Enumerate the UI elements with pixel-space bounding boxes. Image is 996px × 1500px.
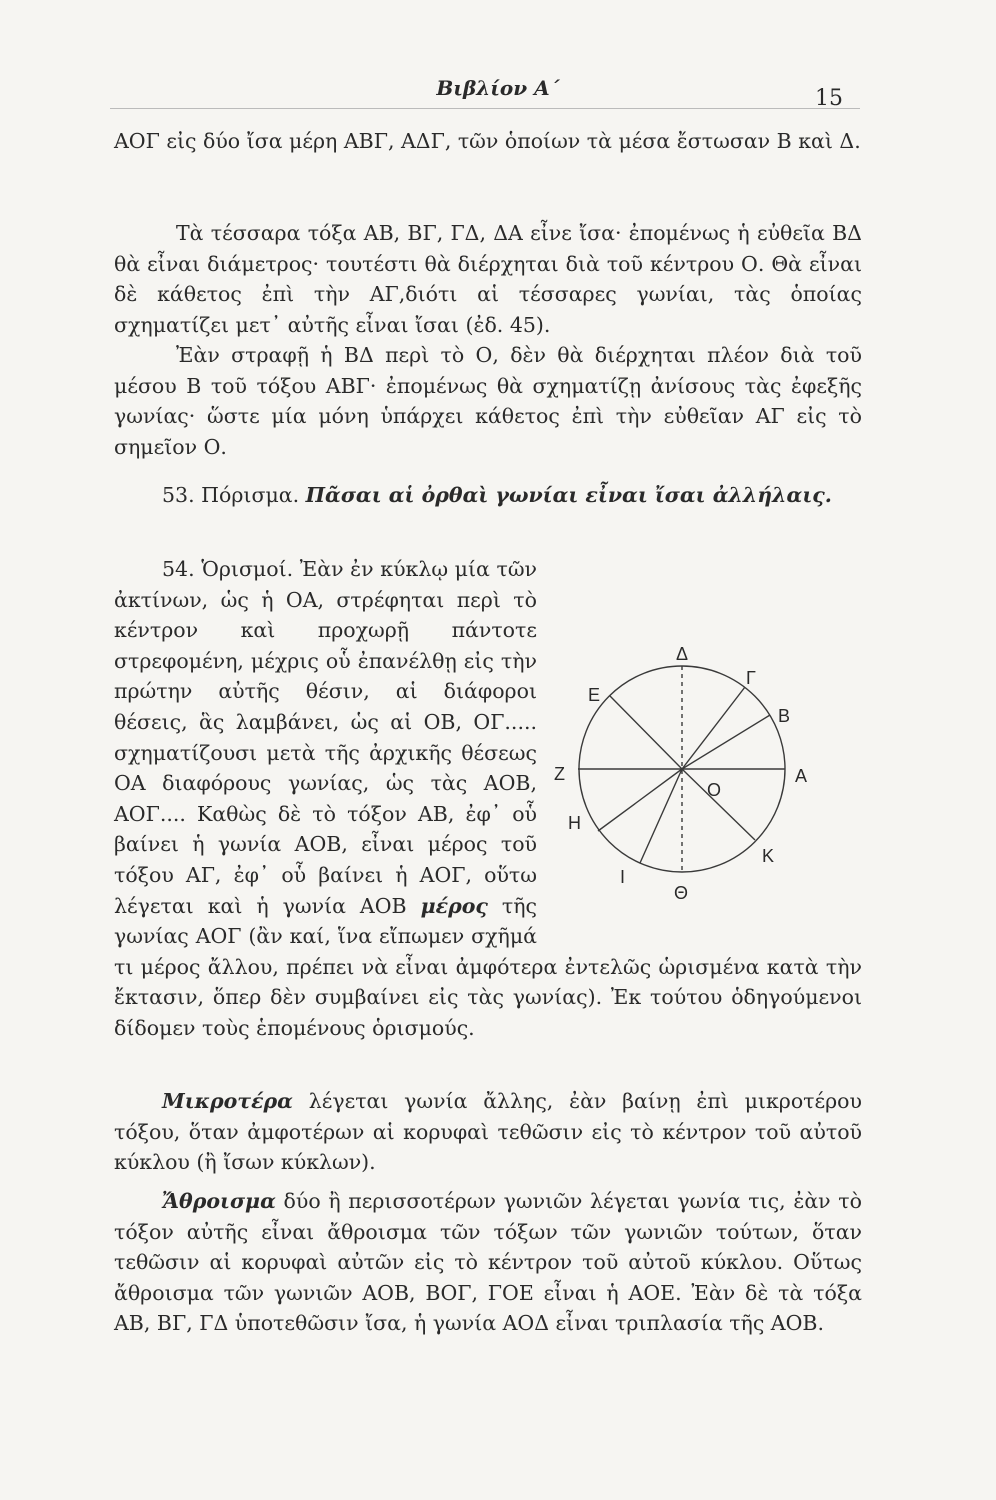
- definitions-label: Ὁρισμοί.: [201, 557, 294, 581]
- corollary-53: [114, 480, 862, 511]
- radius-OG: [682, 687, 745, 769]
- radius-OH: [598, 769, 682, 831]
- circle-diagram: [550, 636, 850, 906]
- label-Z: Z: [554, 764, 565, 784]
- label-I: I: [620, 867, 626, 887]
- running-header: Βιβλίον Α΄: [436, 76, 560, 100]
- label-TH: Θ: [674, 883, 689, 903]
- header-rule: [110, 108, 860, 109]
- definitions-number: 54.: [162, 557, 195, 581]
- corollary-number: 53.: [162, 483, 195, 507]
- page-number: 15: [815, 86, 843, 111]
- term-sum: Ἄθροισμα: [162, 1189, 276, 1213]
- paragraph-continuation: ΑΟΓ εἰς δύο ἴσα μέρη ΑΒΓ, ΑΔΓ, τῶν ὁποίων τὰ μέσα ἔστωσαν Β καὶ Δ.: [114, 129, 861, 153]
- term-smaller: Μικροτέρα: [162, 1089, 293, 1113]
- paragraph-rotation: Ἐὰν στραφῇ ἡ ΒΔ περὶ τὸ Ο, δὲν θὰ διέρχηται πλέον διὰ τοῦ μέσου Β τοῦ τόξου ΑΒΓ· ἐπομένως θὰ σχηματίζῃ ἀνίσους τὰς ἐφεξῆς γωνίας· ὥστε μία μόνη ὑπάρχει κάθετος ἐπὶ τὴν εὐθεῖαν ΑΓ εἰς τὸ σημεῖον Ο.: [114, 343, 862, 459]
- definitions-text-a: Ἐὰν ἐν κύκλῳ μία τῶν ἀκτίνων, ὡς ἡ ΟΑ, στρέφηται περὶ τὸ κέντρον καὶ προχωρῇ πάντοτε στρεφομένη, μέχρις οὗ ἐπανέλθῃ εἰς τὴν πρώτην αὐτῆς θέσιν, αἱ διάφοροι θέσεις, ἃς λαμβάνει, ὡς αἱ ΟΒ, ΟΓ..... σχηματίζουσι μετὰ τῆς ἀρχικῆς θέσεως ΟΑ διαφόρους γωνίας, ὡς τὰς ΑΟΒ, ΑΟΓ.... Καθὼς δὲ τὸ τόξον ΑΒ, ἐφ᾽ οὗ βαίνει ἡ γωνία ΑΟΒ, εἶναι μέρος τοῦ τόξου ΑΓ, ἐφ᾽ οὗ βαίνει ἡ ΑΟΓ, οὕτω λέγεται καὶ ἡ γωνία ΑΟΒ: [114, 557, 537, 918]
- label-E: E: [588, 685, 601, 705]
- label-B: B: [778, 706, 791, 726]
- paragraph-arcs: Τὰ τέσσαρα τόξα ΑΒ, ΒΓ, ΓΔ, ΔΑ εἶνε ἴσα· ἐπομένως ἡ εὐθεῖα ΒΔ θὰ εἶναι διάμετρος· τουτέστι θὰ διέρχηται διὰ τοῦ κέντρου Ο. Θὰ εἶναι δὲ κάθετος ἐπὶ τὴν ΑΓ,διότι αἱ τέσσαρες γωνίαι, τὰς ὁποίας σχηματίζει μετ᾽ αὐτῆς εἶναι ἴσαι (ἐδ. 45).: [114, 221, 862, 337]
- radius-OE: [610, 696, 682, 769]
- definition-smaller-text: λέγεται γωνία ἄλλης, ἐὰν βαίνῃ ἐπὶ μικροτέρου τόξου, ὅταν ἀμφοτέρων αἱ κορυφαὶ τεθῶσιν εἰς τὸ κέντρον τοῦ αὐτοῦ κύκλου (ἢ ἴσων κύκλων).: [114, 1089, 862, 1175]
- definition-sum: [114, 1186, 862, 1339]
- definition-smaller: [114, 1086, 862, 1178]
- label-O: O: [707, 780, 722, 800]
- label-G: Γ: [746, 668, 756, 688]
- radius-OB: [682, 715, 770, 769]
- corollary-statement: Πᾶσαι αἱ ὀρθαὶ γωνίαι εἶναι ἴσαι ἀλλήλαις.: [305, 483, 832, 507]
- label-K: K: [762, 846, 775, 866]
- term-part: μέρος: [420, 893, 488, 918]
- label-A: A: [795, 766, 808, 786]
- definitions-text-b: τῆς γωνίας ΑΟΓ (ἂν καί, ἵνα εἴπωμεν σχῆμά τι μέρος ἄλλου, πρέπει νὰ εἶναι ἀμφότερα ἐντελῶς ὡρισμένα κατὰ τὴν ἔκτασιν, ὅπερ δὲν συμβαίνει εἰς τὰς γωνίας). Ἐκ τούτου ὁδηγούμενοι δίδομεν τοὺς ἑπομένους ὁρισμούς.: [114, 893, 862, 1040]
- definition-sum-text: δύο ἢ περισσοτέρων γωνιῶν λέγεται γωνία τις, ἐὰν τὸ τόξον αὐτῆς εἶναι ἄθροισμα τῶν τόξων τῶν γωνιῶν τούτων, ὅταν τεθῶσιν αἱ κορυφαὶ αὐτῶν εἰς τὸ κέντρον τοῦ αὐτοῦ κύκλου. Οὕτως ἄθροισμα τῶν γωνιῶν ΑΟΒ, ΒΟΓ, ΓΟΕ εἶναι ἡ ΑΟΕ. Ἐὰν δὲ τὰ τόξα ΑΒ, ΒΓ, ΓΔ ὑποτεθῶσιν ἴσα, ἡ γωνία ΑΟΔ εἶναι τριπλασία τῆς ΑΟΒ.: [114, 1189, 862, 1336]
- label-D: Δ: [676, 644, 689, 664]
- corollary-label: Πόρισμα.: [201, 483, 300, 507]
- radius-OI: [640, 769, 682, 863]
- label-H: H: [568, 813, 581, 833]
